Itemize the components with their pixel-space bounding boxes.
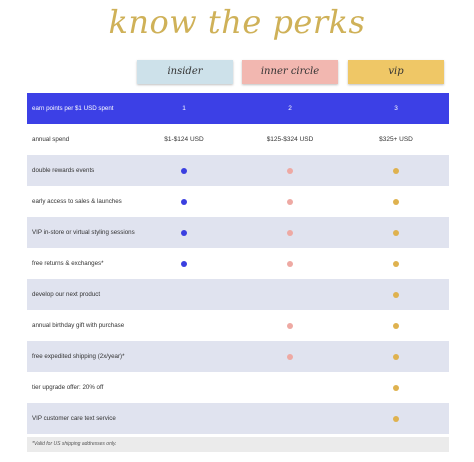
included-dot-icon [393, 261, 399, 267]
table-row [27, 124, 449, 155]
tier-check-cell [237, 341, 343, 372]
tier-check-cell [343, 217, 449, 248]
tier-check-cell [343, 248, 449, 279]
perks-table [27, 93, 449, 434]
table-row [27, 248, 449, 279]
included-dot-icon [287, 354, 293, 360]
table-row [27, 155, 449, 186]
perk-label: double rewards events [32, 166, 95, 174]
included-dot-icon [393, 199, 399, 205]
table-row [27, 372, 449, 403]
perk-label: annual spend [32, 135, 70, 143]
footnote [27, 437, 449, 452]
tier-value-cell: $325+ USD [379, 136, 413, 143]
tier-check-cell [131, 155, 237, 186]
table-row [27, 341, 449, 372]
included-dot-icon [393, 230, 399, 236]
tier-check-cell [131, 279, 237, 310]
tier-check-cell [237, 403, 343, 434]
tier-check-cell [237, 372, 343, 403]
tier-check-cell [237, 279, 343, 310]
tier-check-cell [237, 186, 343, 217]
perk-label: earn points per $1 USD spent [32, 104, 114, 112]
tier-check-cell [131, 217, 237, 248]
table-row [27, 310, 449, 341]
tier-check-cell [237, 217, 343, 248]
included-dot-icon [393, 416, 399, 422]
tier-check-cell [131, 248, 237, 279]
tier-check-cell [131, 310, 237, 341]
perk-label: VIP customer care text service [32, 414, 116, 422]
tier-check-cell [343, 155, 449, 186]
included-dot-icon [181, 261, 187, 267]
tier-check-cell [131, 186, 237, 217]
tier-header-vip: vip [348, 60, 444, 84]
tier-value-cell: 2 [288, 105, 292, 112]
perk-label: early access to sales & launches [32, 197, 122, 205]
tier-check-cell [237, 155, 343, 186]
table-row [27, 217, 449, 248]
table-row [27, 93, 449, 124]
included-dot-icon [393, 168, 399, 174]
included-dot-icon [287, 168, 293, 174]
perk-label: tier upgrade offer: 20% off [32, 383, 104, 391]
table-row [27, 279, 449, 310]
tier-check-cell [343, 372, 449, 403]
tier-check-cell [343, 341, 449, 372]
included-dot-icon [287, 323, 293, 329]
tier-check-cell [237, 248, 343, 279]
included-dot-icon [181, 168, 187, 174]
tier-value-cell: $125-$324 USD [266, 136, 314, 143]
included-dot-icon [393, 323, 399, 329]
included-dot-icon [181, 199, 187, 205]
perk-label: develop our next product [32, 290, 101, 298]
tier-check-cell [343, 310, 449, 341]
tier-header-insider: insider [137, 60, 233, 84]
tier-check-cell [131, 403, 237, 434]
included-dot-icon [287, 230, 293, 236]
tier-value-cell: 1 [182, 105, 186, 112]
included-dot-icon [393, 292, 399, 298]
included-dot-icon [393, 354, 399, 360]
tier-check-cell [131, 372, 237, 403]
tier-check-cell [343, 403, 449, 434]
tier-value-cell: 3 [394, 105, 398, 112]
tier-check-cell [343, 186, 449, 217]
tier-header-inner-circle: inner circle [242, 60, 338, 84]
perk-label: annual birthday gift with purchase [32, 321, 125, 329]
included-dot-icon [287, 261, 293, 267]
included-dot-icon [393, 385, 399, 391]
tier-check-cell [237, 310, 343, 341]
tier-check-cell [131, 341, 237, 372]
included-dot-icon [287, 199, 293, 205]
perk-label: free returns & exchanges* [32, 259, 104, 267]
tier-check-cell [343, 279, 449, 310]
footnote-text: *Valid for US shipping addresses only. [32, 441, 117, 447]
page-title: know the perks [108, 3, 366, 41]
perk-label: VIP in-store or virtual styling sessions [32, 228, 135, 236]
table-row [27, 403, 449, 434]
table-row [27, 186, 449, 217]
tier-value-cell: $1-$124 USD [164, 136, 204, 143]
perk-label: free expedited shipping (2x/year)* [32, 352, 125, 360]
included-dot-icon [181, 230, 187, 236]
